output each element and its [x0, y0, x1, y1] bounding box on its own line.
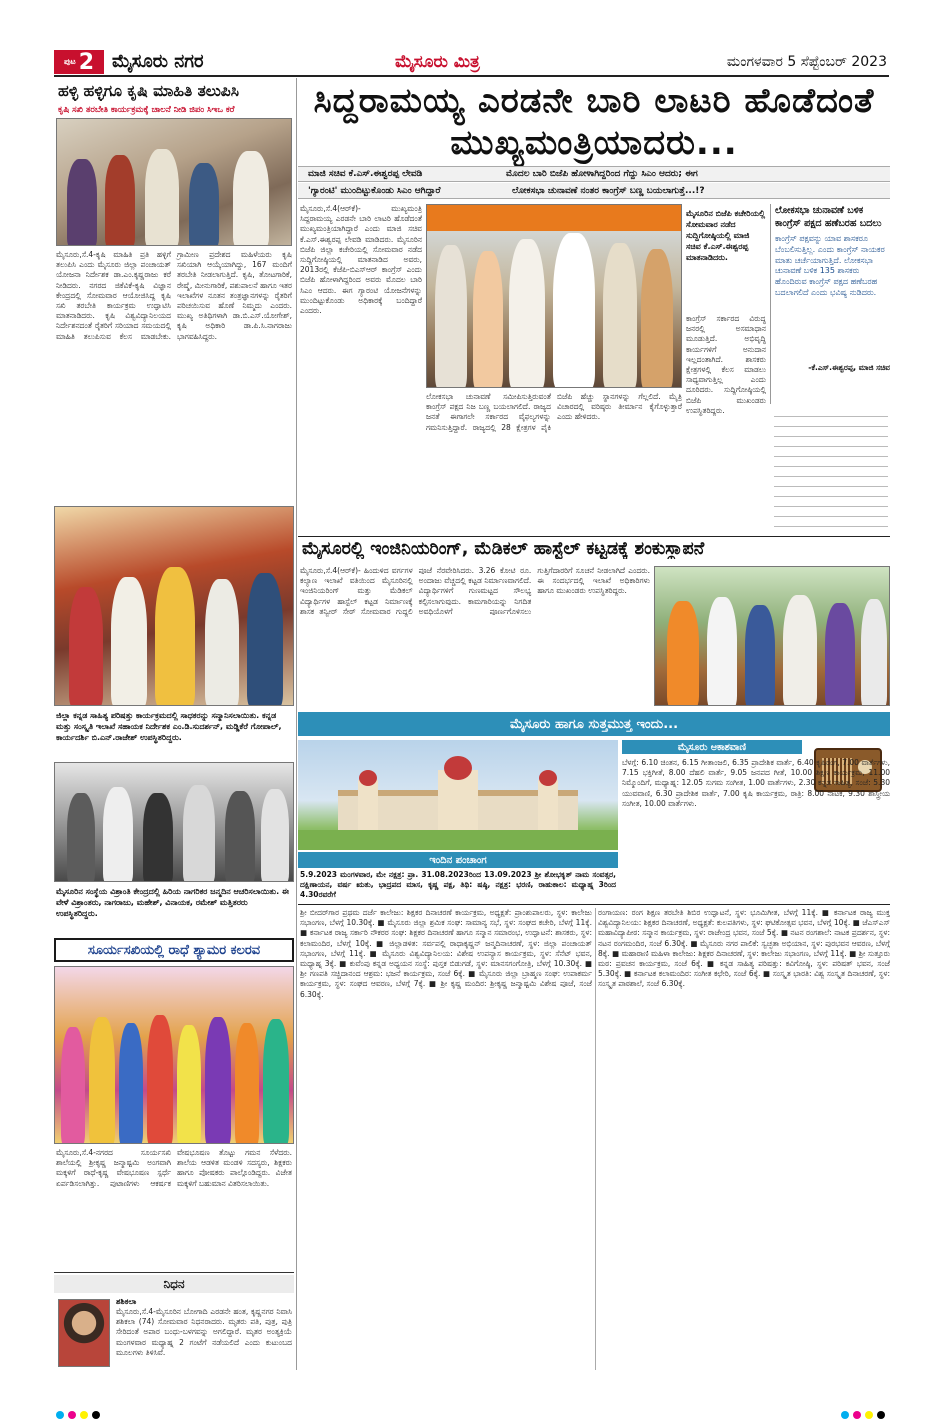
section-title: ಮೈಸೂರು ನಗರ	[112, 51, 204, 72]
sahitya-caption: ಜಿಲ್ಲಾ ಕನ್ನಡ ಸಾಹಿತ್ಯ ಪರಿಷತ್ತು ಕಾರ್ಯಕ್ರಮದಲ್ಲಿ ಸಾಧಕರನ್ನು ಸನ್ಮಾನಿಸಲಾಯಿತು. ಕನ್ನಡ ಮತ್ತು ಸಂಸ್ಕೃತಿ ಇಲಾಖೆ ಸಹಾಯಕ ನಿರ್ದೇಶಕ ಎಂ.ಡಿ.ಸುದರ್ಶನ್, ಮಡ್ಡಿಕೆರೆ ಗೋಪಾಲ್, ಕಾರ್ಯದರ್ಶಿ ಬಿ.ಎನ್.ರಾಜೇಶ್ ಉಪಸ್ಥಿತರಿದ್ದರು.	[56, 711, 282, 742]
akashavani-body: ಬೆಳಗ್ಗೆ: 6.10 ಚಿಂತನ, 6.15 ಗೀತಾಂಜಲಿ, 6.35 ಪ್ರಾದೇಶಿಕ ವಾರ್ತೆ, 6.40 ಕೃಷಿರಂಗ, 7.00 ವಾರ್ತೆಗಳು, 7.15 ಭಕ್ತಿಗೀತೆ, 8.00 ದೆಹಲಿ ವಾರ್ತೆ, 9.05 ಜನಪದ ಗೀತೆ, 10.00 ಶಿಕ್ಷಣ ಕಾರ್ಯಕ್ರಮ, 11.00 ನಿಮ್ಮೊಂದಿಗೆ, ಮಧ್ಯಾಹ್ನ: 12.05 ಸುಗಮ ಸಂಗೀತ, 1.00 ವಾರ್ತೆಗಳು, 2.30 ಕನ್ನಡ ಸಾಹಿತ್ಯ, ಸಂಜೆ: 5.30 ಯುವವಾಣಿ, 6.30 ಪ್ರಾದೇಶಿಕ ವಾರ್ತೆ, 7.00 ಕೃಷಿ ಕಾರ್ಯಕ್ರಮ, ರಾತ್ರಿ: 8.00 ನಾಟಕ, 9.30 ಶಾಸ್ತ್ರೀಯ ಸಂಗೀತ, 10.00 ವಾರ್ತೆಗಳು.	[622, 758, 890, 808]
events-banner-text: ಮೈಸೂರು ಹಾಗೂ ಸುತ್ತಮುತ್ತ ಇಂದು...	[509, 716, 679, 732]
masthead	[0, 48, 945, 76]
palace-picture	[298, 740, 618, 850]
left-story-agri-subhead: ಕೃಷಿ ಸಖಿ ತರಬೇತಿ ಕಾರ್ಯಕ್ರಮಕ್ಕೆ ಚಾಲನೆ ನೀಡಿ ಜಿಪಂ ಸಿಇಒ ಕರೆ	[58, 105, 235, 115]
panchanga-title-bar	[298, 852, 618, 868]
left-story-agri	[54, 78, 294, 503]
listings-left: ಶ್ರೀ ಬೀದರ್‌ಗಾರ ಪ್ರಥಮ ದರ್ಜೆ ಕಾಲೇಜು: ಶಿಕ್ಷಕರ ದಿನಾಚರಣೆ ಕಾರ್ಯಕ್ರಮ, ಅಧ್ಯಕ್ಷತೆ: ಪ್ರಾಂಶುಪಾಲರು, ಸ್ಥಳ: ಕಾಲೇಜು ಸಭಾಂಗಣ, ಬೆಳಗ್ಗೆ 10.30ಕ್ಕೆ. ■ ಮೈಸೂರು ಜಿಲ್ಲಾ ಶ್ರಮಿಕ ಸಂಘ: ಸಾಮಾನ್ಯ ಸಭೆ, ಸ್ಥಳ: ಸಂಘದ ಕಚೇರಿ, ಬೆಳಗ್ಗೆ 11ಕ್ಕೆ. ■ ಕರ್ನಾಟಕ ರಾಜ್ಯ ಸರ್ಕಾರಿ ನೌಕರರ ಸಂಘ: ಶಿಕ್ಷಕರ ದಿನಾಚರಣೆ ಹಾಗೂ ಸನ್ಮಾನ ಸಮಾರಂಭ, ಉದ್ಘಾಟನೆ: ಶಾಸಕರು, ಸ್ಥಳ: ಕಲಾಮಂದಿರ, ಬೆಳಗ್ಗೆ 10ಕ್ಕೆ. ■ ಜಿಲ್ಲಾಡಳಿತ: ಸರ್ವಪಲ್ಲಿ ರಾಧಾಕೃಷ್ಣನ್ ಜನ್ಮದಿನಾಚರಣೆ, ಸ್ಥಳ: ಜಿಲ್ಲಾ ಪಂಚಾಯತ್ ಸಭಾಂಗಣ, ಬೆಳಗ್ಗೆ 11ಕ್ಕೆ. ■ ಮೈಸೂರು ವಿಶ್ವವಿದ್ಯಾನಿಲಯ: ವಿಶೇಷ ಉಪನ್ಯಾಸ ಕಾರ್ಯಕ್ರಮ, ಸ್ಥಳ: ಸೆನೆಟ್ ಭವನ, ಮಧ್ಯಾಹ್ನ 3ಕ್ಕೆ. ■ ಕುವೆಂಪು ಕನ್ನಡ ಅಧ್ಯಯನ ಸಂಸ್ಥೆ: ಪುಸ್ತಕ ಬಿಡುಗಡೆ, ಸ್ಥಳ: ಮಾನಸಗಂಗೋತ್ರಿ, ಬೆಳಗ್ಗೆ 10.30ಕ್ಕೆ. ■ ಶ್ರೀ ಗಣಪತಿ ಸಚ್ಚಿದಾನಂದ ಆಶ್ರಮ: ಭಜನೆ ಕಾರ್ಯಕ್ರಮ, ಸಂಜೆ 6ಕ್ಕೆ. ■ ಮೈಸೂರು ಜಿಲ್ಲಾ ಬ್ರಾಹ್ಮಣ ಸಂಘ: ಉಪಾಕರ್ಮ ಕಾರ್ಯಕ್ರಮ, ಸ್ಥಳ: ಸಂಘದ ಆವರಣ, ಬೆಳಗ್ಗೆ 7ಕ್ಕೆ. ■ ಶ್ರೀ ಕೃಷ್ಣ ಮಂದಿರ: ಶ್ರೀಕೃಷ್ಣ ಜನ್ಮಾಷ್ಟಮಿ ವಿಶೇಷ ಪೂಜೆ, ಸಂಜೆ 6.30ಕ್ಕೆ.	[300, 908, 592, 999]
registration-marks-right	[839, 1404, 887, 1423]
radha-body: ಮೈಸೂರು,ಸೆ.4-ನಗರದ ಸೂರ್ಯಸಖಿ ಶಾಲೆಯಲ್ಲಿ ಶ್ರೀಕೃಷ್ಣ ಜನ್ಮಾಷ್ಟಮಿ ಅಂಗವಾಗಿ ಮಕ್ಕಳಿಗೆ ರಾಧೆ-ಕೃಷ್ಣ ವೇಷಭೂಷಣ ಸ್ಪರ್ಧೆ ಏರ್ಪಡಿಸಲಾಗಿತ್ತು. ಪುಟಾಣಿಗಳು ಆಕರ್ಷಕ ವೇಷಭೂಷಣ ತೊಟ್ಟು ಗಮನ ಸೆಳೆದರು. ಶಾಲೆಯ ಆಡಳಿತ ಮಂಡಳಿ ಸದಸ್ಯರು, ಶಿಕ್ಷಕರು ಹಾಗೂ ಪೋಷಕರು ಪಾಲ್ಗೊಂಡಿದ್ದರು. ವಿಜೇತ ಮಕ್ಕಳಿಗೆ ಬಹುಮಾನ ವಿತರಿಸಲಾಯಿತು.	[56, 1148, 292, 1188]
engineering-body: ಮೈಸೂರು,ಸೆ.4(ಆರ್‌ಕೆ)- ಹಿಂದುಳಿದ ವರ್ಗಗಳ ಕಲ್ಯಾಣ ಇಲಾಖೆ ವತಿಯಿಂದ ಮೈಸೂರಿನಲ್ಲಿ ಇಂಜಿನಿಯರಿಂಗ್ ಮತ್ತು ಮೆಡಿಕಲ್ ವಿದ್ಯಾರ್ಥಿಗಳ ಹಾಸ್ಟೆಲ್ ಕಟ್ಟಡ ನಿರ್ಮಾಣಕ್ಕೆ ಶಾಸಕ ತನ್ವೀರ್ ಸೇಠ್ ಸೋಮವಾರ ಗುದ್ದಲಿ ಪೂಜೆ ನೆರವೇರಿಸಿದರು. 3.26 ಕೋಟಿ ರೂ. ಅಂದಾಜು ವೆಚ್ಚದಲ್ಲಿ ಕಟ್ಟಡ ನಿರ್ಮಾಣವಾಗಲಿದೆ. ವಿದ್ಯಾರ್ಥಿಗಳಿಗೆ ಗುಣಮಟ್ಟದ ಸೌಲಭ್ಯ ಕಲ್ಪಿಸಲಾಗುವುದು. ಕಾಮಗಾರಿಯನ್ನು ನಿಗದಿತ ಅವಧಿಯೊಳಗೆ ಪೂರ್ಣಗೊಳಿಸಲು ಗುತ್ತಿಗೆದಾರರಿಗೆ ಸೂಚನೆ ನೀಡಲಾಗಿದೆ ಎಂದರು. ಈ ಸಂದರ್ಭದಲ್ಲಿ ಇಲಾಖೆ ಅಧಿಕಾರಿಗಳು ಹಾಗೂ ಮುಖಂಡರು ಉಪಸ್ಥಿತರಿದ್ದರು.	[300, 566, 650, 616]
lead-photo-caption: ಮೈಸೂರಿನ ಬಿಜೆಪಿ ಕಚೇರಿಯಲ್ಲಿ ಸೋಮವಾರ ನಡೆದ ಸುದ್ದಿಗೋಷ್ಠಿಯಲ್ಲಿ ಮಾಜಿ ಸಚಿವ ಕೆ.ಎಸ್.ಈಶ್ವರಪ್ಪ ಮಾತನಾಡಿದರು.	[686, 209, 766, 262]
lead-body-col-3: ಕಾಂಗ್ರೆಸ್ ಸರ್ಕಾರದ ವಿರುದ್ಧ ಜನರಲ್ಲಿ ಅಸಮಾಧಾನ ಮೂಡುತ್ತಿದೆ. ಅಭಿವೃದ್ಧಿ ಕಾರ್ಯಗಳಿಗೆ ಅನುದಾನ ಇಲ್ಲದಂತಾಗಿದೆ. ಶಾಸಕರು ಕ್ಷೇತ್ರಗಳಲ್ಲಿ ಕೆಲಸ ಮಾಡಲು ಸಾಧ್ಯವಾಗುತ್ತಿಲ್ಲ ಎಂದು ದೂರಿದರು. ಸುದ್ದಿಗೋಷ್ಠಿಯಲ್ಲಿ ಬಿಜೆಪಿ ಮುಖಂಡರು ಉಪಸ್ಥಿತರಿದ್ದರು.	[686, 314, 766, 415]
akashavani-title: ಮೈಸೂರು ಆಕಾಶವಾಣಿ	[677, 741, 747, 753]
akashavani-title-bar	[622, 740, 802, 754]
left-story-agri-headline: ಹಳ್ಳಿ ಹಳ್ಳಿಗೂ ಕೃಷಿ ಮಾಹಿತಿ ತಲುಪಿಸಿ	[58, 82, 239, 100]
birthday-event-photo	[54, 762, 294, 882]
page-number: 2	[78, 49, 95, 75]
kicker-4: ಲೋಕಸಭಾ ಚುನಾವಣೆ ನಂತರ ಕಾಂಗ್ರೆಸ್ ಬಣ್ಣ ಬಯಲಾಗುತ್ತೆ...!?	[512, 186, 705, 196]
engineering-story	[298, 536, 890, 708]
birthday-caption: ಮೈಸೂರಿನ ಸಂಸ್ಥೆಯ ವಿಶ್ರಾಂತಿ ಕೇಂದ್ರದಲ್ಲಿ ಹಿರಿಯ ನಾಗರಿಕರ ಜನ್ಮದಿನ ಆಚರಿಸಲಾಯಿತು. ಈ ವೇಳೆ ವಿಶ್ರಾಂತರು, ನಾಗರಾಜು, ಮಹೇಶ್, ವಿನಾಯಕ, ರಮೇಶ್ ಮತ್ತಿತರರು ಉಪಸ್ಥಿತರಿದ್ದರು.	[56, 887, 289, 918]
sidebar-quote-body: ಕಾಂಗ್ರೆಸ್ ಪಕ್ಷವನ್ನು ಯಾವ ಶಾಸಕರೂ ಬೆಂಬಲಿಸುತ್ತಿಲ್ಲ. ಎಂದು ಕಾಂಗ್ರೆಸ್ ನಾಯಕರ ಮಾತು ಚರ್ಚೆಯಾಗುತ್ತಿದೆ. ಲೋಕಸಭಾ ಚುನಾವಣೆ ಬಳಿಕ 135 ಶಾಸಕರು ಹೊಂದಿರುವ ಕಾಂಗ್ರೆಸ್ ಪಕ್ಷದ ಹಣೆಬರಹ ಬದಲಾಗಲಿದೆ ಎಂದು ಭವಿಷ್ಯ ನುಡಿದರು.	[775, 234, 885, 297]
radha-story	[54, 938, 294, 1268]
kicker-1: ಮಾಜಿ ಸಚಿವ ಕೆ.ಎಸ್.ಈಶ್ವರಪ್ಪ ಲೇವಡಿ	[308, 169, 423, 179]
left-story-agri-body: ಮೈಸೂರು,ಸೆ.4-ಕೃಷಿ ಮಾಹಿತಿ ಪ್ರತಿ ಹಳ್ಳಿಗೆ ತಲುಪಿಸಿ ಎಂದು ಮೈಸೂರು ಜಿಲ್ಲಾ ಪಂಚಾಯತ್ ಯೋಜನಾ ನಿರ್ದೇಶಕ ಡಾ.ಎಂ.ಕೃಷ್ಣರಾಜು ಕರೆ ನೀಡಿದರು. ನಗರದ ಜಿಕೆವಿಕೆ-ಕೃಷಿ ವಿಜ್ಞಾನ ಕೇಂದ್ರದಲ್ಲಿ ಸೋಮವಾರ ಆಯೋಜಿಸಿದ್ದ ಕೃಷಿ ಸಖಿ ತರಬೇತಿ ಕಾರ್ಯಕ್ರಮ ಉದ್ಘಾಟಿಸಿ ಮಾತನಾಡಿದರು. ಕೃಷಿ ವಿಶ್ವವಿದ್ಯಾನಿಲಯದ ನಿರ್ದೇಶನದಂತೆ ರೈತರಿಗೆ ಸರಿಯಾದ ಸಮಯದಲ್ಲಿ ಮಾಹಿತಿ ತಲುಪಿಸುವ ಕೆಲಸ ಮಾಡಬೇಕು. ಗ್ರಾಮೀಣ ಪ್ರದೇಶದ ಮಹಿಳೆಯರು ಕೃಷಿ ಸಖಿಯಾಗಿ ಆಯ್ಕೆಯಾಗಿದ್ದು, 167 ಮಂದಿಗೆ ತರಬೇತಿ ನೀಡಲಾಗುತ್ತಿದೆ. ಕೃಷಿ, ತೋಟಗಾರಿಕೆ, ರೇಷ್ಮೆ, ಮೀನುಗಾರಿಕೆ, ಪಶುಪಾಲನೆ ಹಾಗೂ ಇತರ ಇಲಾಖೆಗಳ ನೂತನ ತಂತ್ರಜ್ಞಾನಗಳನ್ನು ರೈತರಿಗೆ ಪರಿಚಯಿಸುವ ಹೊಣೆ ನಿಮ್ಮದು ಎಂದರು. ಮುಖ್ಯ ಅತಿಥಿಗಳಾಗಿ ಡಾ.ಬಿ.ಎಸ್.ಯೋಗೇಶ್, ಕೃಷಿ ಅಧಿಕಾರಿ ಡಾ.ಪಿ.ಸಿ.ನಾಗರಾಜು ಭಾಗವಹಿಸಿದ್ದರು.	[56, 250, 292, 341]
lead-body-col-2: ಲೋಕಸಭಾ ಚುನಾವಣೆ ಸಮೀಪಿಸುತ್ತಿರುವಂತೆ ಕಾಂಗ್ರೆಸ್ ಪಕ್ಷದ ನಿಜ ಬಣ್ಣ ಬಯಲಾಗಲಿದೆ. ರಾಜ್ಯದ ಜನತೆ ಈಗಾಗಲೇ ಸರ್ಕಾರದ ವೈಫಲ್ಯಗಳನ್ನು ಗಮನಿಸುತ್ತಿದ್ದಾರೆ. ರಾಜ್ಯದಲ್ಲಿ 28 ಕ್ಷೇತ್ರಗಳ ಪೈಕಿ ಬಿಜೆಪಿ ಹೆಚ್ಚು ಸ್ಥಾನಗಳನ್ನು ಗೆಲ್ಲಲಿದೆ. ಮೈತ್ರಿ ವಿಚಾರದಲ್ಲಿ ವರಿಷ್ಠರು ತೀರ್ಮಾನ ಕೈಗೊಳ್ಳುತ್ತಾರೆ ಎಂದು ಹೇಳಿದರು.	[426, 392, 682, 432]
palace-illustration	[298, 740, 618, 850]
sahitya-event-photo	[54, 506, 294, 706]
sidebar-quote-attribution: -ಕೆ.ಎಸ್.ಈಶ್ವರಪ್ಪ, ಮಾಜಿ ಸಚಿವ	[808, 363, 890, 372]
obituary-name: ಶಶಿಕಲಾ	[116, 1297, 137, 1306]
kicker-2: ಮೊದಲ ಬಾರಿ ಬಿಜೆಪಿ ಹೋಳಾಗಿದ್ದರಿಂದ ಗೆದ್ದು ಸಿಎಂ ಆದರು; ಈಗ	[506, 169, 698, 179]
page-number-box	[54, 50, 104, 74]
obituary-title-bar	[54, 1275, 294, 1293]
sidebar-quote-title: ಲೋಕಸಭಾ ಚುನಾವಣೆ ಬಳಿಕ ಕಾಂಗ್ರೆಸ್ ಪಕ್ಷದ ಹಣೆಬರಹ ಬದಲು	[775, 205, 882, 229]
sidebar-quote-box	[770, 204, 890, 404]
issue-date: ಮಂಗಳವಾರ 5 ಸೆಪ್ಟೆಂಬರ್ 2023	[726, 54, 887, 70]
page-label: ಪುಟ	[63, 57, 76, 66]
panchanga-body: 5.9.2023 ಮಂಗಳವಾರ, ಮೇ ನಕ್ಷತ್ರ: ಪ್ರಾ. 31.08.2023ರಿಂದ 13.09.2023 ಶ್ರೀ ಶೋಭಕೃತ್ ನಾಮ ಸಂವತ್ಸರ, ದಕ್ಷಿಣಾಯನ, ವರ್ಷ ಋತು, ಭಾದ್ರಪದ ಮಾಸ, ಕೃಷ್ಣ ಪಕ್ಷ, ತಿಥಿ: ಷಷ್ಠಿ, ನಕ್ಷತ್ರ: ಭರಣಿ, ರಾಹುಕಾಲ: ಮಧ್ಯಾಹ್ನ 3ರಿಂದ 4.30ರವರೆಗೆ	[300, 870, 616, 900]
lead-kickers	[298, 166, 890, 200]
kicker-3: 'ಗ್ಯಾರಂಟಿ' ಮುಂದಿಟ್ಟುಕೊಂಡು ಸಿಎಂ ಆಗಿದ್ದಾರೆ	[308, 186, 441, 196]
listings-right: ರಂಗಾಯಣ: ರಂಗ ಶಿಕ್ಷಣ ತರಬೇತಿ ಶಿಬಿರ ಉದ್ಘಾಟನೆ, ಸ್ಥಳ: ಭೂಮಿಗೀತ, ಬೆಳಗ್ಗೆ 11ಕ್ಕೆ. ■ ಕರ್ನಾಟಕ ರಾಜ್ಯ ಮುಕ್ತ ವಿಶ್ವವಿದ್ಯಾನಿಲಯ: ಶಿಕ್ಷಕರ ದಿನಾಚರಣೆ, ಅಧ್ಯಕ್ಷತೆ: ಕುಲಪತಿಗಳು, ಸ್ಥಳ: ಘಟಿಕೋತ್ಸವ ಭವನ, ಬೆಳಗ್ಗೆ 10ಕ್ಕೆ. ■ ಜೆಎಸ್ಎಸ್ ಮಹಾವಿದ್ಯಾಪೀಠ: ಸನ್ಮಾನ ಕಾರ್ಯಕ್ರಮ, ಸ್ಥಳ: ರಾಜೇಂದ್ರ ಭವನ, ಸಂಜೆ 5ಕ್ಕೆ. ■ ನಟನ ರಂಗಶಾಲೆ: ನಾಟಕ ಪ್ರದರ್ಶನ, ಸ್ಥಳ: ನಟನ ರಂಗಮಂದಿರ, ಸಂಜೆ 6.30ಕ್ಕೆ. ■ ಮೈಸೂರು ನಗರ ಪಾಲಿಕೆ: ಸ್ವಚ್ಛತಾ ಅಭಿಯಾನ, ಸ್ಥಳ: ಪುರಭವನ ಆವರಣ, ಬೆಳಗ್ಗೆ 8ಕ್ಕೆ. ■ ಮಹಾರಾಣಿ ಮಹಿಳಾ ಕಾಲೇಜು: ಶಿಕ್ಷಕರ ದಿನಾಚರಣೆ, ಸ್ಥಳ: ಕಾಲೇಜು ಸಭಾಂಗಣ, ಬೆಳಗ್ಗೆ 11ಕ್ಕೆ. ■ ಶ್ರೀ ಸುತ್ತೂರು ಮಠ: ಪ್ರವಚನ ಕಾರ್ಯಕ್ರಮ, ಸಂಜೆ 6ಕ್ಕೆ. ■ ಕನ್ನಡ ಸಾಹಿತ್ಯ ಪರಿಷತ್ತು: ಕವಿಗೋಷ್ಠಿ, ಸ್ಥಳ: ಪರಿಷತ್ ಭವನ, ಸಂಜೆ 5.30ಕ್ಕೆ. ■ ಕರ್ನಾಟಕ ಕಲಾಮಂದಿರ: ಸಂಗೀತ ಕಛೇರಿ, ಸಂಜೆ 6ಕ್ಕೆ. ■ ಸಂಸ್ಕೃತ ಭಾರತಿ: ವಿಶ್ವ ಸಂಸ್ಕೃತ ದಿನಾಚರಣೆ, ಸ್ಥಳ: ಸಂಸ್ಕೃತ ಪಾಠಶಾಲೆ, ಸಂಜೆ 6.30ಕ್ಕೆ.	[598, 908, 890, 989]
panchanga-title: ಇಂದಿನ ಪಂಚಾಂಗ	[429, 854, 487, 866]
lead-story	[298, 78, 890, 533]
obituary-box	[54, 1272, 294, 1372]
lead-headline: ಸಿದ್ದರಾಮಯ್ಯ ಎರಡನೇ ಬಾರಿ ಲಾಟರಿ ಹೊಡೆದಂತೆ ಮುಖ್ಯಮಂತ್ರಿಯಾದರು...	[313, 81, 875, 163]
masthead-rule	[54, 75, 889, 77]
radha-photo	[54, 966, 294, 1144]
paper-name: ಮೈಸೂರು ಮಿತ್ರ	[395, 52, 480, 72]
lead-body-col-1: ಮೈಸೂರು,ಸೆ.4(ಆರ್‌ಕೆ)- ಮುಖ್ಯಮಂತ್ರಿ ಸಿದ್ದರಾಮಯ್ಯ ಎರಡನೇ ಬಾರಿ ಲಾಟರಿ ಹೊಡೆದಂತೆ ಮುಖ್ಯಮಂತ್ರಿಯಾಗಿದ್ದಾರೆ ಎಂದು ಮಾಜಿ ಸಚಿವ ಕೆ.ಎಸ್.ಈಶ್ವರಪ್ಪ ಲೇವಡಿ ಮಾಡಿದರು. ಮೈಸೂರಿನ ಬಿಜೆಪಿ ಜಿಲ್ಲಾ ಕಚೇರಿಯಲ್ಲಿ ಸೋಮವಾರ ನಡೆದ ಸುದ್ದಿಗೋಷ್ಠಿಯಲ್ಲಿ ಮಾತನಾಡಿದ ಅವರು, 2013ರಲ್ಲಿ ಕೆಜೆಪಿ-ಬಿಎಸ್ಆರ್ ಕಾಂಗ್ರೆಸ್ ಎಂದು ಬಿಜೆಪಿ ಹೋಳಾಗಿದ್ದರಿಂದ ಅವರು ಮೊದಲ ಬಾರಿ ಸಿಎಂ ಆದರು. ಈಗ ಗ್ಯಾರಂಟಿ ಯೋಜನೆಗಳನ್ನು ಮುಂದಿಟ್ಟುಕೊಂಡು ಅಧಿಕಾರಕ್ಕೆ ಬಂದಿದ್ದಾರೆ ಎಂದರು.	[300, 204, 422, 316]
sidebar-extra-text	[774, 412, 888, 530]
radha-headline: ಸೂರ್ಯಸಖಿಯಲ್ಲಿ ರಾಧೆ ಶ್ಯಾಮರ ಕಲರವ	[87, 942, 261, 958]
engineering-headline: ಮೈಸೂರಲ್ಲಿ ಇಂಜಿನಿಯರಿಂಗ್, ಮೆಡಿಕಲ್ ಹಾಸ್ಟೆಲ್ ಕಟ್ಟಡಕ್ಕೆ ಶಂಕುಸ್ಥಾಪನೆ	[302, 539, 705, 559]
lead-photo	[426, 204, 682, 388]
engineering-photo	[654, 566, 890, 706]
obituary-photo	[58, 1299, 110, 1367]
obituary-title: ನಿಧನ	[163, 1276, 185, 1291]
radha-headline-bar	[54, 938, 294, 962]
agri-event-photo	[56, 118, 292, 246]
registration-marks	[54, 1404, 102, 1423]
obituary-body: ಮೈಸೂರು,ಸೆ.4-ಮೈಸೂರಿನ ಬೋಗಾದಿ ಎರಡನೇ ಹಂತ, ಕೃಷ್ಣನಗರ ನಿವಾಸಿ ಶಶಿಕಲಾ (74) ಸೋಮವಾರ ನಿಧನರಾದರು. ಮೃತರು ಪತಿ, ಪುತ್ರ, ಪುತ್ರಿ ಸೇರಿದಂತೆ ಅಪಾರ ಬಂಧು-ಬಳಗವನ್ನು ಅಗಲಿದ್ದಾರೆ. ಮೃತರ ಅಂತ್ಯಕ್ರಿಯೆ ಮಂಗಳವಾರ ಮಧ್ಯಾಹ್ನ 2 ಗಂಟೆಗೆ ನಡೆಯಲಿದೆ ಎಂದು ಕುಟುಂಬದ ಮೂಲಗಳು ತಿಳಿಸಿವೆ.	[116, 1307, 292, 1357]
events-banner	[298, 712, 890, 736]
akashavani-box	[622, 740, 890, 900]
